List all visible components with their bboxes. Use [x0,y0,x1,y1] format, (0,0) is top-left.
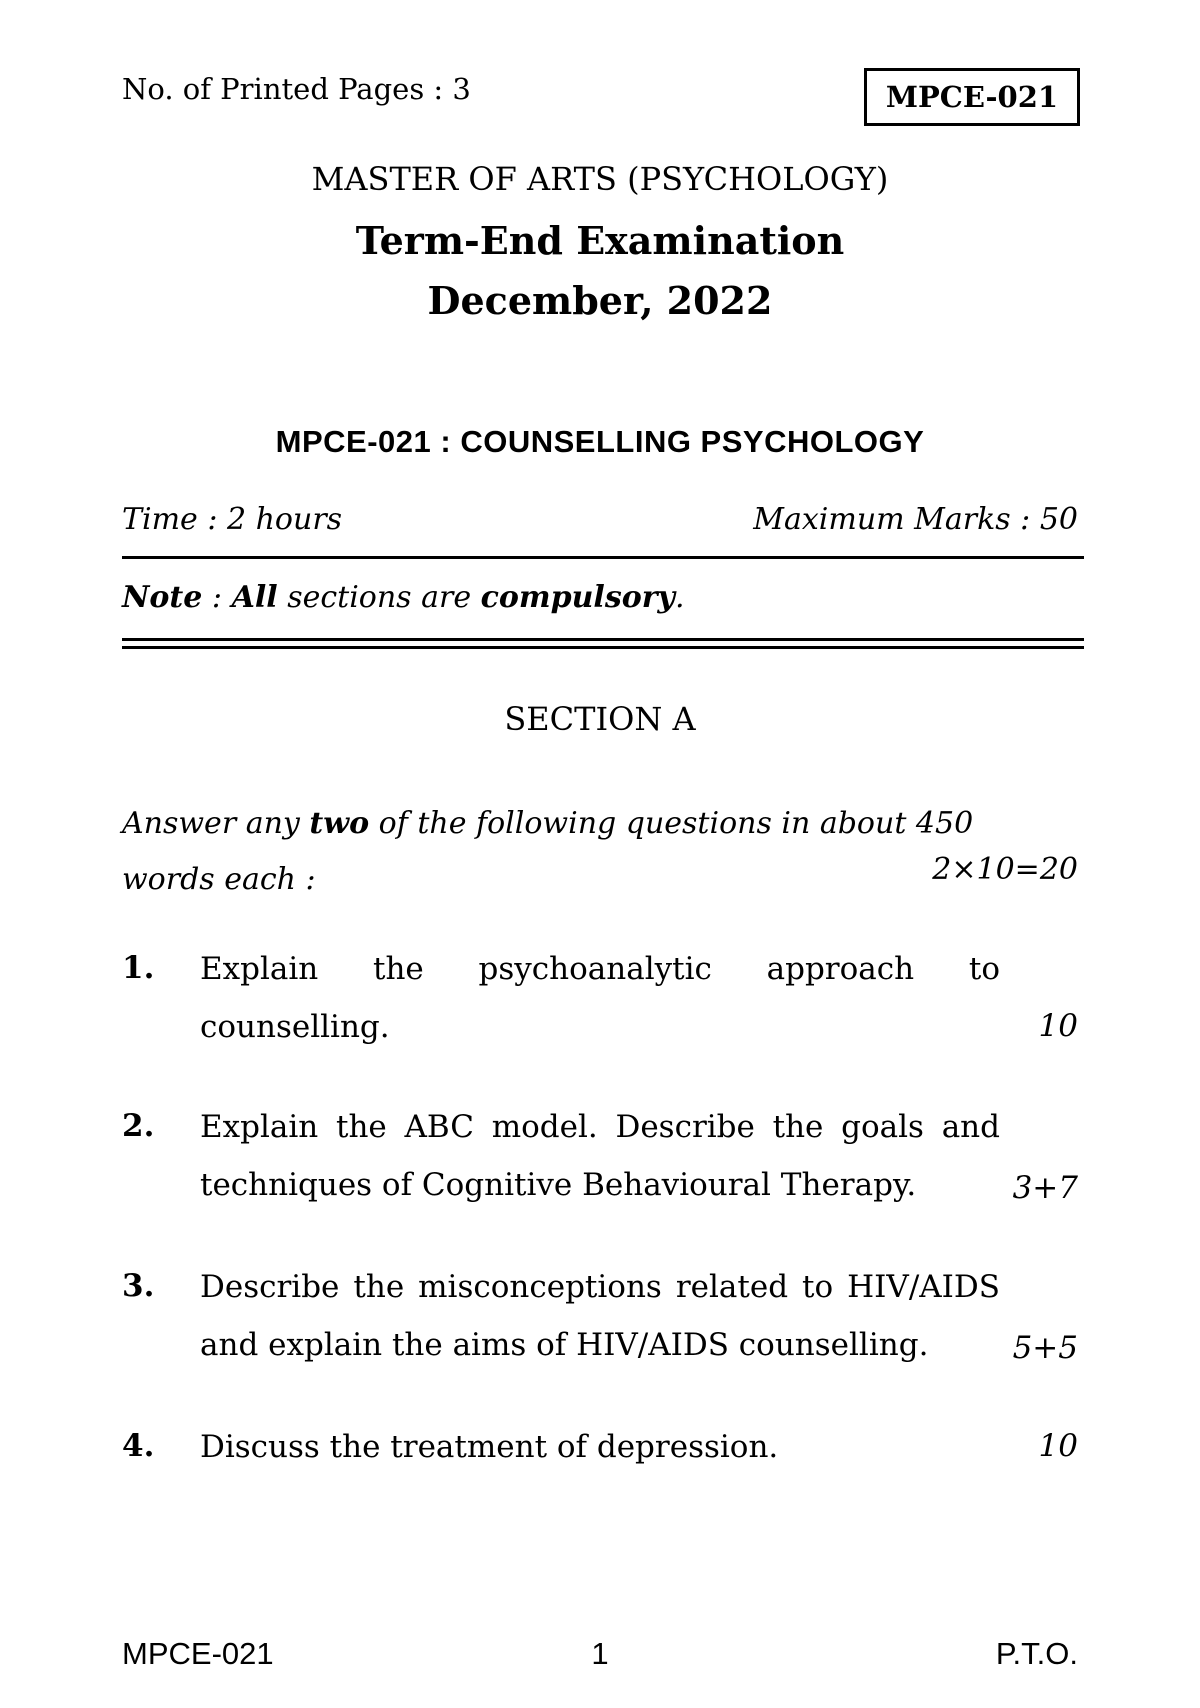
footer-page-number: 1 [591,1636,609,1671]
programme-title: MASTER OF ARTS (PSYCHOLOGY) [311,160,889,198]
note-mid: sections are [277,580,481,615]
note-label: Note [122,580,203,615]
time-allowed: Time : 2 hours [122,502,343,537]
instr-pre: Answer any [122,806,310,841]
question-marks: 3+7 [1012,1170,1078,1206]
double-rule-bottom [122,646,1084,649]
exam-date: December, 2022 [427,278,773,323]
note-end: . [674,580,685,615]
exam-title: Term-End Examination [355,218,845,263]
section-heading: SECTION A [504,700,696,738]
double-rule-top [122,638,1084,641]
question-number: 1. [122,950,155,986]
note-all: All [231,580,278,615]
instr-post: of the following questions in about 450 words each : [122,806,974,897]
note-line [122,580,685,615]
note-separator: : [202,580,232,615]
question-text: Discuss the treatment of depression. [200,1429,779,1465]
course-code-box: MPCE-021 [864,68,1080,126]
question-number: 3. [122,1268,155,1304]
maximum-marks: Maximum Marks : 50 [753,502,1078,537]
question-marks: 10 [1038,1428,1078,1464]
divider-rule [122,556,1084,559]
section-instructions [122,796,992,908]
printed-pages-count: No. of Printed Pages : 3 [122,72,471,106]
question-text: Explain the ABC model. Describe the goals and techniques of Cognitive Behavioural Therapy. [200,1109,1000,1203]
section-marks: 2×10=20 [932,852,1078,887]
instr-bold: two [309,806,370,841]
question-marks: 10 [1038,1008,1078,1044]
question-number: 4. [122,1428,155,1464]
course-title: MPCE-021 : COUNSELLING PSYCHOLOGY [275,424,925,459]
question-number: 2. [122,1108,155,1144]
question-text: Explain the psychoanalytic approach to counselling. [200,951,1000,1045]
question-text: Describe the misconceptions related to HIV/AIDS and explain the aims of HIV/AIDS counselling. [200,1269,1000,1363]
note-emphasis: compulsory [480,580,675,615]
footer-course-code: MPCE-021 [122,1636,274,1671]
question-marks: 5+5 [1012,1330,1078,1366]
footer-pto: P.T.O. [995,1636,1078,1671]
